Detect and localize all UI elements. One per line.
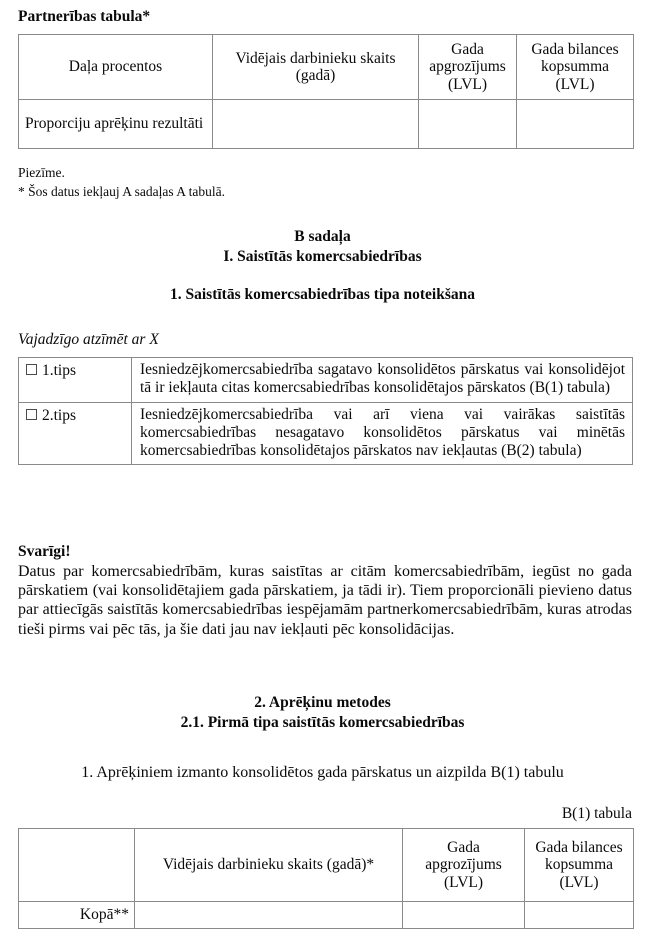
type-1-description: Iesniedzējkomercsabiedrība sagatavo konsolidētos pārskatus vai konsolidējot tā ir iekļauta citas komercsabiedrības konsolidētajos pārskatos (B(1) tabula) [132,358,633,403]
header-line-2: kopsumma [540,58,610,76]
header-line-1: Gada bilances [535,838,623,856]
header-line-2: kopsumma [544,856,614,874]
row-label-proportion-results: Proporciju aprēķinu rezultāti [19,100,213,149]
table-row [19,100,634,149]
table-row-type-1 [19,358,633,403]
footnote-block [18,164,225,201]
header-line-1: Gada [447,838,480,856]
section-heading-block [0,228,645,268]
methods-subtitle: 2.1. Pirmā tipa saistītās komercsabiedrības [180,713,465,731]
table-row-total [19,902,634,929]
header-line-2: (gadā) [295,67,336,84]
mark-instruction: Vajadzīgo atzīmēt ar X [18,331,159,348]
subsection-title: 1. Saistītās komercsabiedrības tipa noteikšana [169,286,475,303]
method-instruction-line: 1. Aprēķiniem izmanto konsolidētos gada pārskatus un aizpilda B(1) tabulu [81,764,564,781]
type-1-label-cell[interactable] [19,358,132,403]
header-line-1: Gada bilances [531,40,619,58]
b1-table-caption: B(1) tabula [561,805,632,822]
cell-balance-total[interactable] [525,902,634,929]
header-cell-balance-total [525,829,634,902]
header-cell-annual-turnover [403,829,525,902]
cell-annual-turnover[interactable] [419,100,517,149]
subsection-heading-block [0,286,645,304]
partnership-table [18,34,634,149]
header-cell-empty [19,829,135,902]
header-line-1: Gada [451,40,484,58]
methods-heading-block [0,694,645,734]
table-header-row [19,35,634,100]
header-line-2: apgrozījums [425,856,502,874]
checkbox-unchecked-icon[interactable] [26,409,37,420]
type-1-label: 1.tips [42,362,77,379]
methods-title: 2. Aprēķinu metodes [254,694,391,711]
b1-table [18,828,634,929]
section-subtitle: I. Saistītās komercsabiedrības [223,247,422,265]
row-label-total: Kopā** [19,902,135,929]
header-line-1: Vidējais darbinieku skaits [235,49,396,67]
partner-table-title: Partnerības tabula* [18,8,151,25]
table-header-row [19,829,634,902]
type-2-label-cell[interactable] [19,402,132,465]
checkbox-unchecked-icon[interactable] [26,364,37,375]
cell-avg-employees[interactable] [135,902,403,929]
important-label: Svarīgi! [18,543,71,560]
important-text: Datus par komercsabiedrībām, kuras saistītas ar citām komercsabiedrībām, iegūst no gada pārskatiem (vai konsolidētajiem gada pārskatiem, ja tādi ir). Tiem proporcionāli pievieno datus par attiecīgās saistītās komercsabiedrības iespējamām partnerkomercsabiedrībām, kuras atrodas tieši pirms vai pēc tās, ja šie dati jau nav iekļauti pēc konsolidācijas. [18,563,632,638]
header-cell-avg-employees: Vidējais darbinieku skaits (gadā)* [135,829,403,902]
cell-annual-turnover[interactable] [403,902,525,929]
header-cell-balance-total [517,35,634,100]
footnote-label: Piezīme. [18,165,65,180]
header-line-3: (LVL) [447,75,488,93]
header-cell-share-percent: Daļa procentos [19,35,213,100]
cell-balance-total[interactable] [517,100,634,149]
header-cell-avg-employees [213,35,419,100]
type-2-label: 2.tips [42,406,77,424]
header-line-3: (LVL) [555,75,595,93]
important-notice-block [18,543,632,639]
table-row-type-2 [19,402,633,465]
header-line-3: (LVL) [443,873,484,891]
header-cell-annual-turnover [419,35,517,100]
header-line-3: (LVL) [559,873,599,891]
header-line-2: apgrozījums [429,58,506,76]
footnote-text: * Šos datus iekļauj A sadaļas A tabulā. [18,183,225,199]
section-title: B sadaļa [294,228,351,245]
type-2-description: Iesniedzējkomercsabiedrība vai arī viena vai vairākas saistītās komercsabiedrības nesagatavo konsolidētos pārskatus vai minētās komercsabiedrības konsolidētajos pārskatos nav iekļautas (B(2) tabula) [132,402,633,465]
company-type-table [18,357,633,465]
cell-avg-employees[interactable] [213,100,419,149]
